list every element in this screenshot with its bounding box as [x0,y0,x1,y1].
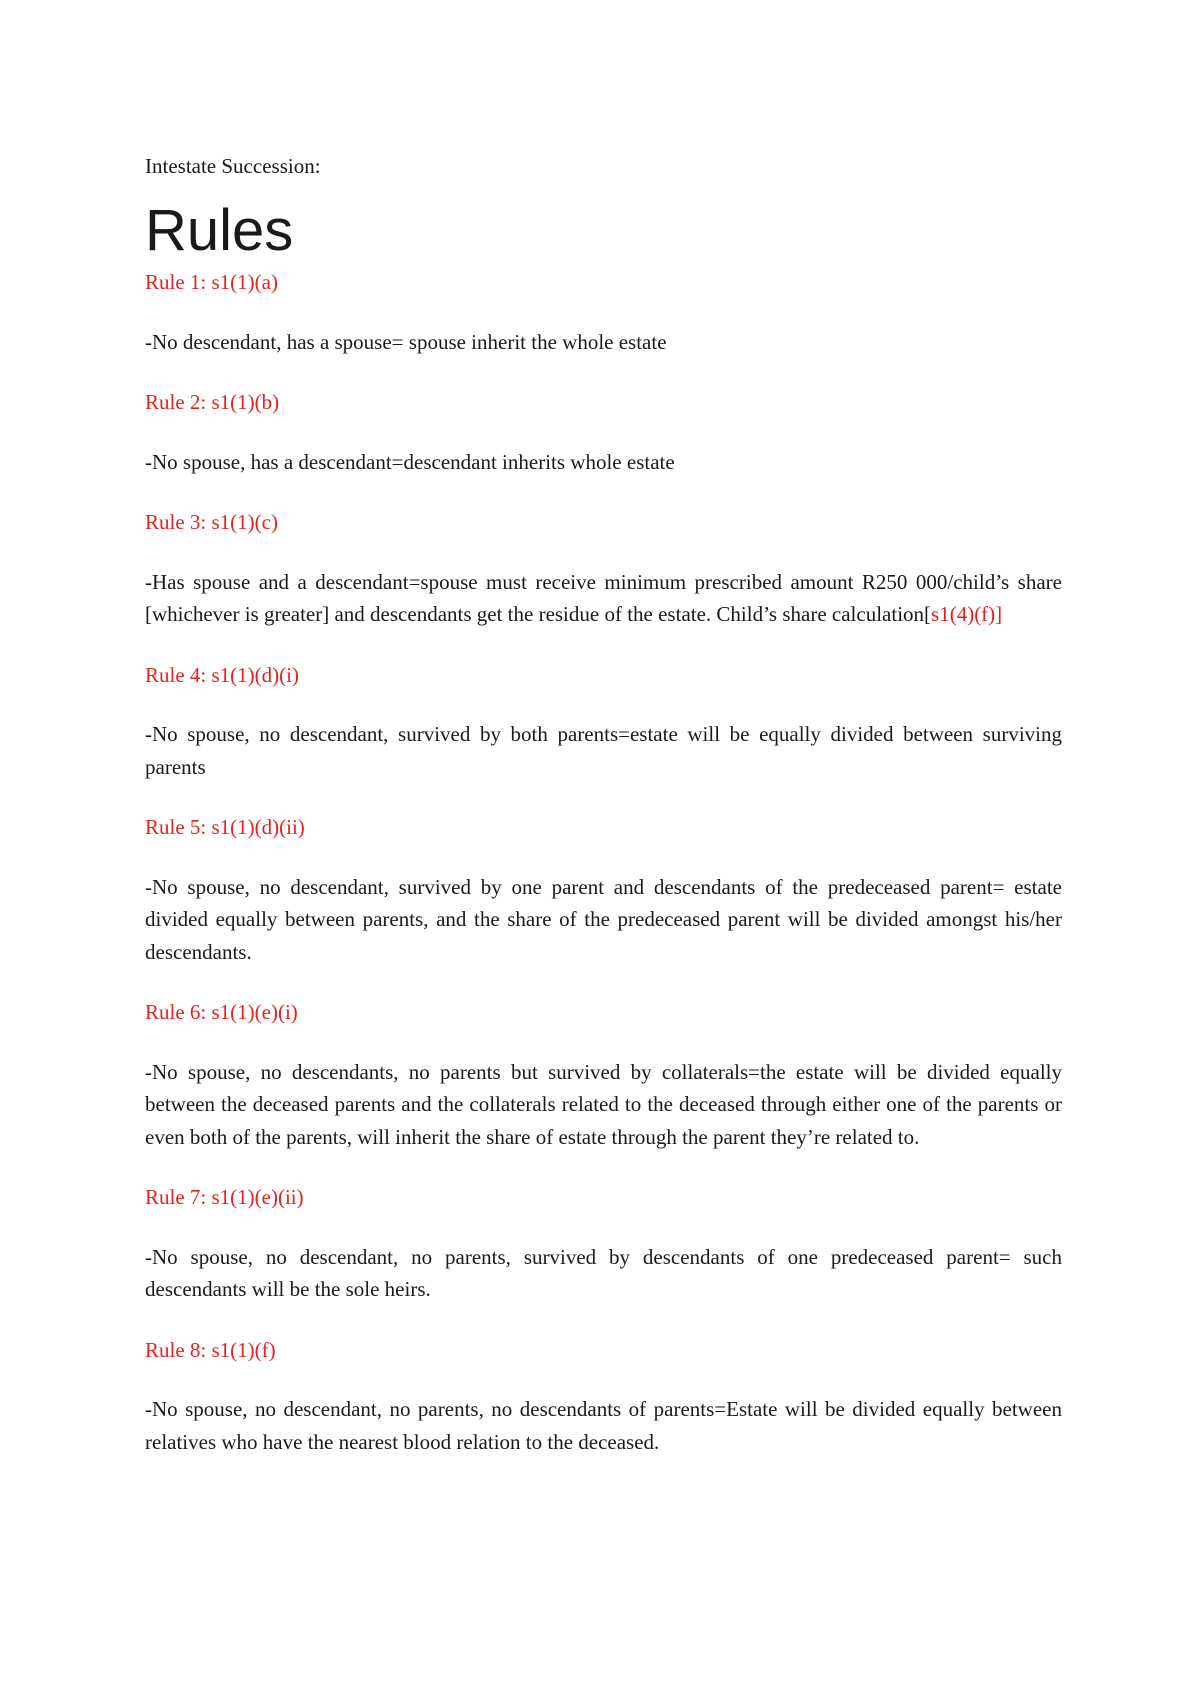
rule-body: -No spouse, no descendant, survived by both parents=estate will be equally divided between surviving parents [145,722,1062,779]
document-subtitle: Intestate Succession: [145,154,321,178]
rule-block-7 [145,1181,1062,1306]
rule-body: -No spouse, has a descendant=descendant inherits whole estate [145,449,675,474]
rule-heading: Rule 7: s1(1)(e)(ii) [145,1185,304,1209]
rule-block-8 [145,1334,1062,1459]
document-title: Rules [145,198,294,263]
rule-block-6 [145,996,1062,1153]
rule-body: -No spouse, no descendant, survived by one parent and descendants of the predeceased parent= estate divided equally between parents, and the share of the predeceased parent will be divided amongst his/her descendants. [145,874,1062,964]
rule-block-5 [145,811,1062,968]
rule-heading: Rule 8: s1(1)(f) [145,1337,276,1362]
rule-body: -No descendant, has a spouse= spouse inherit the whole estate [145,329,667,354]
rule-block-3 [145,506,1062,631]
rule-heading: Rule 5: s1(1)(d)(ii) [145,815,305,839]
rule-body: -No spouse, no descendants, no parents but survived by collaterals=the estate will be divided equally between the deceased parents and the collaterals related to the deceased through either one of the parents or even both of the parents, will inherit the share of estate through the parent they’re related to. [145,1059,1062,1149]
rule-heading: Rule 2: s1(1)(b) [145,390,280,414]
document-page [145,150,1062,1486]
rule-heading: Rule 3: s1(1)(c) [145,510,278,534]
rule-heading: Rule 6: s1(1)(e)(i) [145,1000,298,1024]
section-reference: s1(4)(f)] [931,602,1003,626]
rule-body [145,566,1062,631]
rule-heading: Rule 4: s1(1)(d)(i) [145,662,299,687]
rule-body: -No spouse, no descendant, no parents, no descendants of parents=Estate will be divided equally between relatives who have the nearest blood relation to the deceased. [145,1397,1062,1454]
rule-block-4 [145,659,1062,784]
rule-block-2 [145,386,1062,478]
rule-block-1 [145,266,1062,358]
rule-body-text: -Has spouse and a descendant=spouse must receive minimum prescribed amount R250 000/child’s share [whichever is greater] and descendants get the residue of the estate. Child’s share calculation[ [145,569,1062,626]
rule-heading: Rule 1: s1(1)(a) [145,270,278,294]
rule-body: -No spouse, no descendant, no parents, survived by descendants of one predeceased parent= such descendants will be the sole heirs. [145,1244,1062,1301]
